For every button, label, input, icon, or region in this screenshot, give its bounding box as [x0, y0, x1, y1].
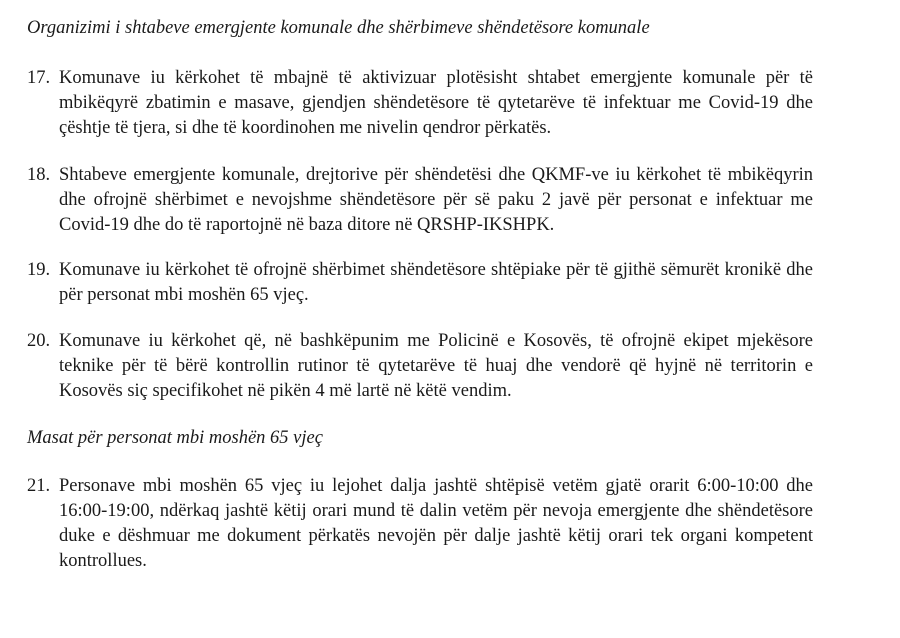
item-number: 21.	[27, 476, 51, 496]
item-text: Komunave iu kërkohet që, në bashkëpunim me Policinë e Kosovës, të ofrojnë ekipet mjekësore teknike për të bërë kontrollin rutinor të qytetarëve të huaj dhe vendorë që hyjnë në territorin e Kosovës siç specifikohet në pikën 4 më lartë në këtë vendim.	[59, 331, 813, 401]
item-text: Komunave iu kërkohet të mbajnë të aktivizuar plotësisht shtabet emergjente komunale për të mbikëqyrë zbatimin e masave, gjendjen shëndetësore të qytetarëve të infektuar me Covid-19 dhe çështje të tjera, si dhe të koordinohen me nivelin qendror përkatës.	[59, 68, 813, 138]
item-number: 20.	[27, 331, 51, 351]
list-item-20	[27, 329, 813, 404]
item-number: 17.	[27, 68, 51, 88]
section-heading-municipal-organization: Organizimi i shtabeve emergjente komunale dhe shërbimeve shëndetësore komunale	[27, 18, 650, 38]
item-number: 18.	[27, 165, 51, 185]
list-item-19	[27, 258, 813, 308]
item-text: Shtabeve emergjente komunale, drejtorive për shëndetësi dhe QKMF-ve iu kërkohet të mbikëqyrin dhe ofrojnë shërbimet e nevojshme shëndetësore për së paku 2 javë për personat e infektuar me Covid-19 dhe do të raportojnë në baza ditore në QRSHP-IKSHPK.	[59, 165, 813, 235]
section-heading-over-65-measures: Masat për personat mbi moshën 65 vjeç	[27, 428, 323, 448]
list-item-17	[27, 66, 813, 141]
item-number: 19.	[27, 260, 51, 280]
item-text: Personave mbi moshën 65 vjeç iu lejohet dalja jashtë shtëpisë vetëm gjatë orarit 6:00-10:00 dhe 16:00-19:00, ndërkaq jashtë këtij orari mund të dalin vetëm për nevoja emergjente dhe shëndetësore duke e dëshmuar me dokument përkatës nevojën për dalje jashtë këtij orari tek organi kompetent kontrollues.	[59, 476, 813, 571]
list-item-21	[27, 474, 813, 574]
list-item-18	[27, 163, 813, 238]
item-text: Komunave iu kërkohet të ofrojnë shërbimet shëndetësore shtëpiake për të gjithë sëmurët kronikë dhe për personat mbi moshën 65 vjeç.	[59, 260, 813, 305]
